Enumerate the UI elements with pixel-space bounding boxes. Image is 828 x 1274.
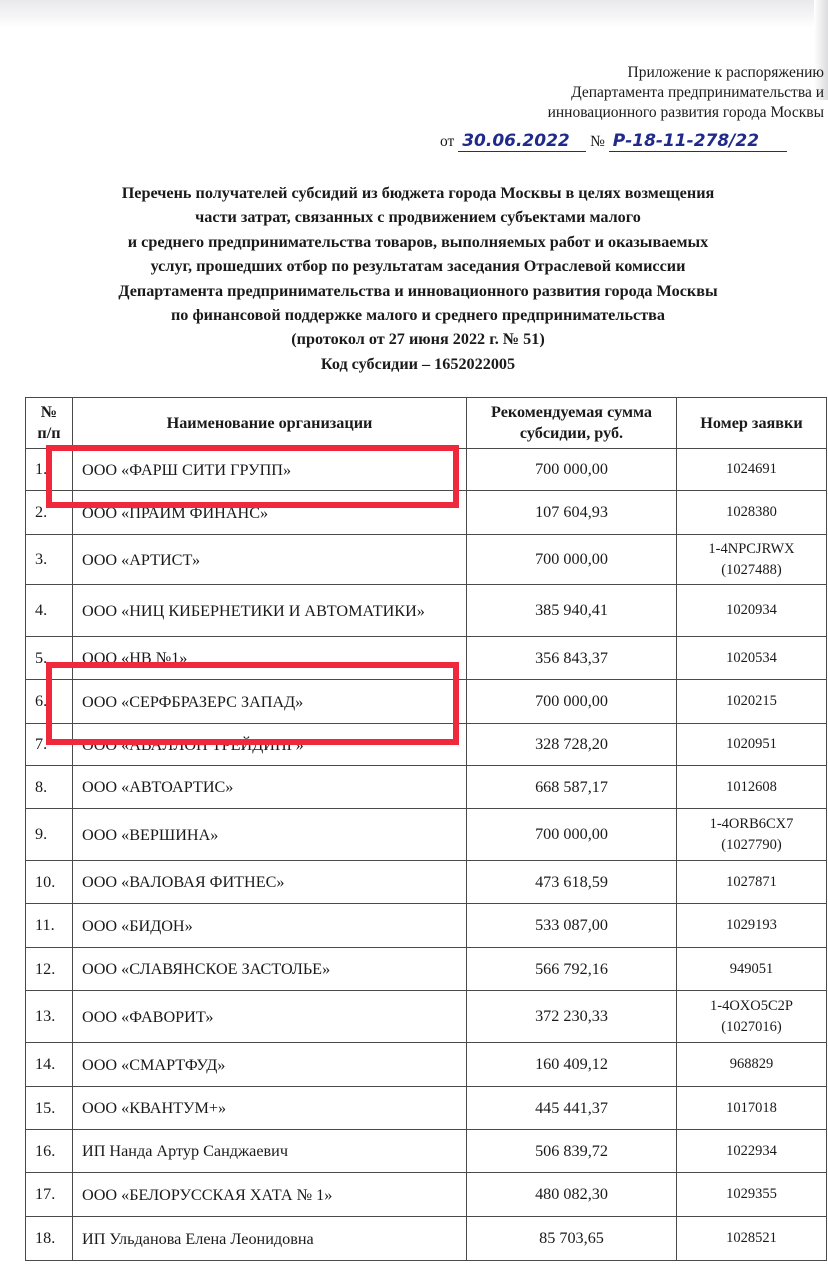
- application-number-cell: 1020534: [677, 637, 827, 680]
- row-number-cell: 6.: [26, 680, 73, 724]
- application-number-cell: 1029193: [677, 904, 827, 948]
- highlight-box: [46, 662, 459, 745]
- subsidy-sum-cell: 85 703,65: [467, 1217, 677, 1261]
- row-number-cell: 16.: [26, 1130, 73, 1173]
- column-header-sum: Рекомендуемая сумма субсидии, руб.: [467, 398, 677, 449]
- application-number-cell: 1027871: [677, 861, 827, 904]
- column-header-number: № п/п: [26, 398, 73, 449]
- organization-name-cell: ООО «АВАЛЛОН ТРЕЙДИНГ»: [73, 724, 467, 766]
- application-number-cell: 1028380: [677, 491, 827, 535]
- organization-name-cell: ООО «ПРАЙМ ФИНАНС»: [73, 491, 467, 535]
- subsidy-sum-cell: 445 441,37: [467, 1087, 677, 1130]
- row-number-cell: 5.: [26, 637, 73, 680]
- column-header-application: Номер заявки: [677, 398, 827, 449]
- scan-top-shadow: [0, 0, 828, 28]
- organization-name-cell: ООО «НИЦ КИБЕРНЕТИКИ И АВТОМАТИКИ»: [73, 585, 467, 637]
- title-line: по финансовой поддержке малого и среднего предпринимательства: [170, 306, 665, 325]
- subsidy-sum-cell: 107 604,93: [467, 491, 677, 535]
- table-row: [26, 535, 827, 585]
- handwritten-date: 30.06.2022: [458, 131, 586, 152]
- title-line: услуг, прошедших отбор по результатам заседания Отраслевой комиссии: [150, 257, 686, 276]
- table-row: [26, 585, 827, 637]
- organization-name-cell: ООО «АВТОАРТИС»: [73, 766, 467, 809]
- subsidy-sum-cell: 473 618,59: [467, 861, 677, 904]
- table-row: [26, 1043, 827, 1087]
- handwritten-number: Р-18-11-278/22: [609, 131, 787, 152]
- organization-name-cell: ООО «СМАРТФУД»: [73, 1043, 467, 1087]
- organization-name-cell: ИП Нанда Артур Санджаевич: [73, 1130, 467, 1173]
- row-number-cell: 3.: [26, 535, 73, 585]
- application-number-cell: 1020934: [677, 585, 827, 637]
- row-number-cell: 14.: [26, 1043, 73, 1087]
- order-reference: [440, 131, 826, 152]
- row-number-cell: 17.: [26, 1173, 73, 1217]
- table-row: [26, 809, 827, 861]
- ref-prefix: от: [440, 133, 455, 150]
- subsidy-sum-cell: 480 082,30: [467, 1173, 677, 1217]
- subsidy-sum-cell: 700 000,00: [467, 449, 677, 491]
- table-row: [26, 861, 827, 904]
- table-row: [26, 766, 827, 809]
- organization-name-cell: ООО «ФАРШ СИТИ ГРУПП»: [73, 449, 467, 491]
- title-line: Департамента предпринимательства и инновационного развития города Москвы: [118, 281, 718, 300]
- appendix-line: Приложение к распоряжению: [627, 64, 824, 81]
- appendix-note: [464, 63, 824, 123]
- table-row: [26, 948, 827, 991]
- organization-name-cell: ООО «СЕРФБРАЗЕРС ЗАПАД»: [73, 680, 467, 724]
- organization-name-cell: ООО «КВАНТУМ+»: [73, 1087, 467, 1130]
- row-number-cell: 10.: [26, 861, 73, 904]
- row-number-cell: 13.: [26, 991, 73, 1043]
- ref-number-label: №: [590, 133, 605, 150]
- table-row: [26, 1217, 827, 1261]
- row-number-cell: 1.: [26, 449, 73, 491]
- organization-name-cell: ООО «АРТИСТ»: [73, 535, 467, 585]
- title-line: Код субсидии – 1652022005: [320, 354, 516, 373]
- row-number-cell: 15.: [26, 1087, 73, 1130]
- subsidy-sum-cell: 328 728,20: [467, 724, 677, 766]
- row-number-cell: 2.: [26, 491, 73, 535]
- subsidy-sum-cell: 566 792,16: [467, 948, 677, 991]
- title-line: (протокол от 27 июня 2022 г. № 51): [291, 330, 545, 349]
- application-number-cell: 1-4ORB6CX7 (1027790): [677, 809, 827, 861]
- appendix-line: Департамента предпринимательства и: [571, 84, 824, 101]
- row-number-cell: 4.: [26, 585, 73, 637]
- organization-name-cell: ООО «БИДОН»: [73, 904, 467, 948]
- subsidy-sum-cell: 356 843,37: [467, 637, 677, 680]
- table-header-row: [26, 398, 827, 449]
- organization-name-cell: ООО «ВАЛОВАЯ ФИТНЕС»: [73, 861, 467, 904]
- subsidy-sum-cell: 385 940,41: [467, 585, 677, 637]
- column-header-name: Наименование организации: [73, 398, 467, 449]
- application-number-cell: 1024691: [677, 449, 827, 491]
- application-number-cell: 1020951: [677, 724, 827, 766]
- document-title: [18, 181, 818, 376]
- application-number-cell: 1028521: [677, 1217, 827, 1261]
- table-row: [26, 904, 827, 948]
- organization-name-cell: ООО «СЛАВЯНСКОЕ ЗАСТОЛЬЕ»: [73, 948, 467, 991]
- table-row: [26, 1173, 827, 1217]
- application-number-cell: 1020215: [677, 680, 827, 724]
- recipients-table: [25, 397, 827, 1261]
- title-line: Перечень получателей субсидий из бюджета города Москвы в целях возмещения: [121, 184, 715, 202]
- table-body: [26, 449, 827, 1261]
- row-number-cell: 11.: [26, 904, 73, 948]
- subsidy-sum-cell: 372 230,33: [467, 991, 677, 1043]
- row-number-cell: 12.: [26, 948, 73, 991]
- title-line: части затрат, связанных с продвижением субъектами малого: [195, 208, 641, 227]
- application-number-cell: 1-4NPCJRWX (1027488): [677, 535, 827, 585]
- organization-name-cell: ООО «НВ №1»: [73, 637, 467, 680]
- title-line: и среднего предпринимательства товаров, выполняемых работ и оказываемых: [127, 232, 709, 251]
- table-row: [26, 1130, 827, 1173]
- application-number-cell: 1-4OXO5C2P (1027016): [677, 991, 827, 1043]
- organization-name-cell: ООО «ФАВОРИТ»: [73, 991, 467, 1043]
- appendix-line: инновационного развития города Москвы: [547, 104, 824, 121]
- organization-name-cell: ИП Ульданова Елена Леонидовна: [73, 1217, 467, 1261]
- table-row: [26, 991, 827, 1043]
- row-number-cell: 8.: [26, 766, 73, 809]
- subsidy-sum-cell: 506 839,72: [467, 1130, 677, 1173]
- subsidy-sum-cell: 700 000,00: [467, 680, 677, 724]
- row-number-cell: 9.: [26, 809, 73, 861]
- subsidy-sum-cell: 700 000,00: [467, 809, 677, 861]
- table-row: [26, 1087, 827, 1130]
- application-number-cell: 968829: [677, 1043, 827, 1087]
- application-number-cell: 1029355: [677, 1173, 827, 1217]
- row-number-cell: 18.: [26, 1217, 73, 1261]
- subsidy-sum-cell: 533 087,00: [467, 904, 677, 948]
- application-number-cell: 1012608: [677, 766, 827, 809]
- organization-name-cell: ООО «ВЕРШИНА»: [73, 809, 467, 861]
- subsidy-sum-cell: 668 587,17: [467, 766, 677, 809]
- subsidy-sum-cell: 700 000,00: [467, 535, 677, 585]
- organization-name-cell: ООО «БЕЛОРУССКАЯ ХАТА № 1»: [73, 1173, 467, 1217]
- subsidy-sum-cell: 160 409,12: [467, 1043, 677, 1087]
- row-number-cell: 7.: [26, 724, 73, 766]
- highlight-box: [46, 445, 459, 508]
- application-number-cell: 1017018: [677, 1087, 827, 1130]
- application-number-cell: 949051: [677, 948, 827, 991]
- application-number-cell: 1022934: [677, 1130, 827, 1173]
